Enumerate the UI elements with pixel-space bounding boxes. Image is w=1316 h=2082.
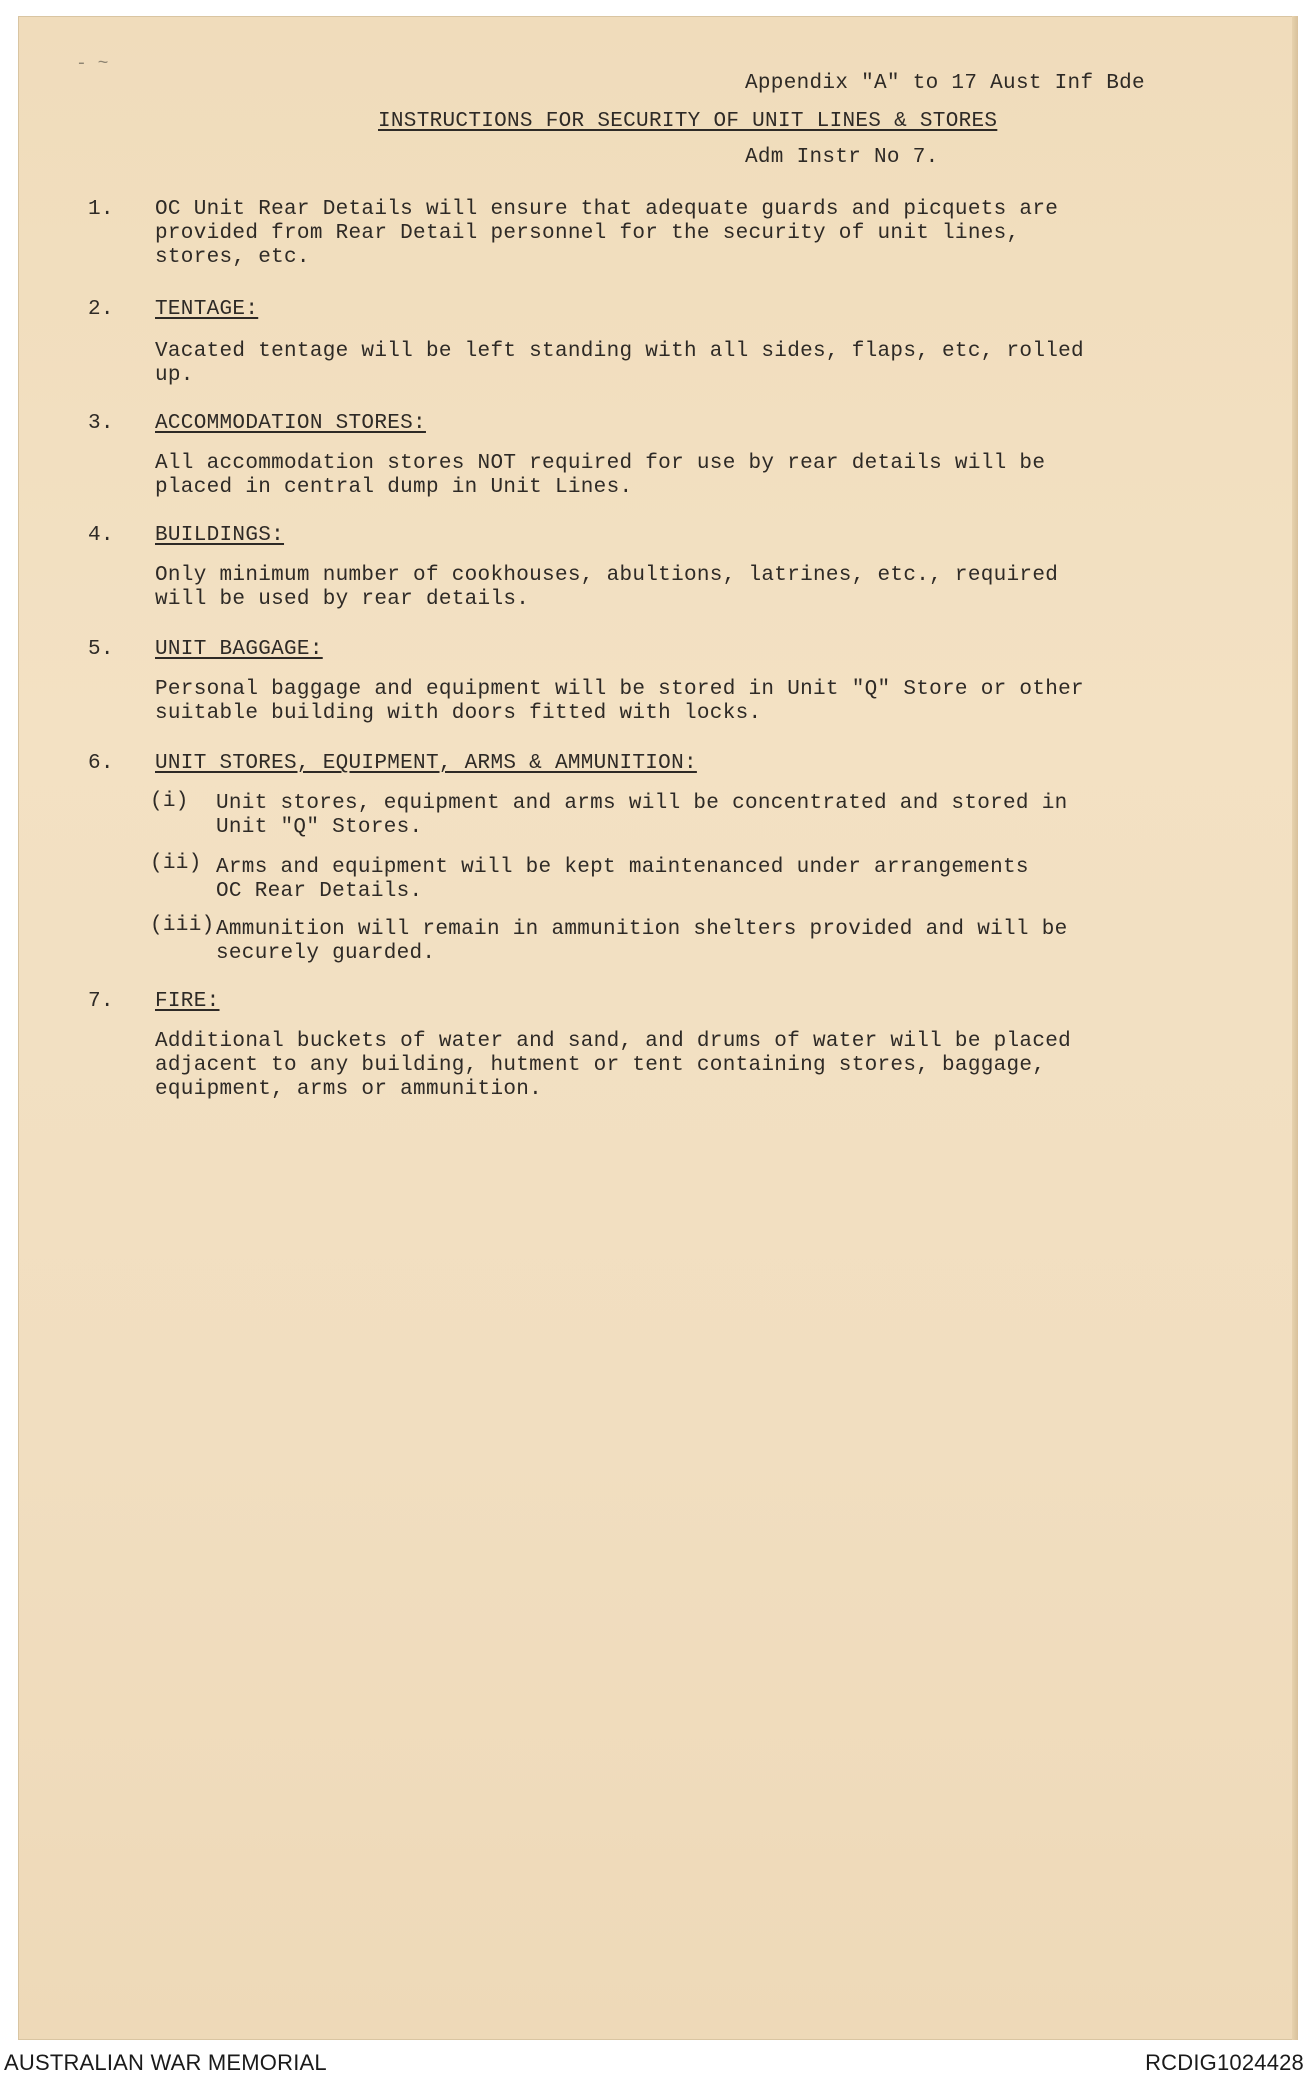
item-7-heading: FIRE: — [155, 990, 220, 1013]
item-2-line-1: Vacated tentage will be left standing with all sides, flaps, etc, rolled — [155, 340, 1084, 363]
item-6-heading: UNIT STORES, EQUIPMENT, ARMS & AMMUNITION: — [155, 752, 697, 775]
item-number: 5. — [88, 638, 114, 661]
item-number: 6. — [88, 752, 114, 775]
subitem-label: (i) — [150, 790, 189, 813]
archive-id-label: RCDIG1024428 — [1145, 2050, 1304, 2075]
item-5-line-2: suitable building with doors fitted with locks. — [155, 702, 762, 725]
item-3-line-2: placed in central dump in Unit Lines. — [155, 476, 633, 499]
item-1-line-1: OC Unit Rear Details will ensure that adequate guards and picquets are — [155, 198, 1059, 221]
header-line-1: Appendix "A" to 17 Aust Inf Bde — [745, 72, 1145, 95]
item-number: 4. — [88, 524, 114, 547]
item-2-line-2: up. — [155, 364, 194, 387]
subitem-3-line-2: securely guarded. — [216, 942, 436, 965]
item-number: 7. — [88, 990, 114, 1013]
item-4-heading: BUILDINGS: — [155, 524, 285, 547]
item-number: 1. — [88, 198, 114, 221]
paper-mark: - ~ — [76, 54, 109, 74]
subitem-label: (iii) — [150, 914, 215, 937]
item-5-line-1: Personal baggage and equipment will be stored in Unit "Q" Store or other — [155, 678, 1084, 701]
item-5-heading: UNIT BAGGAGE: — [155, 638, 323, 661]
item-3-heading: ACCOMMODATION STORES: — [155, 412, 426, 435]
page-title: INSTRUCTIONS FOR SECURITY OF UNIT LINES & STORES — [378, 110, 998, 133]
subitem-label: (ii) — [150, 852, 202, 875]
item-7-line-3: equipment, arms or ammunition. — [155, 1078, 543, 1101]
item-number: 2. — [88, 298, 114, 321]
subitem-2-line-2: OC Rear Details. — [216, 880, 423, 903]
item-3-line-1: All accommodation stores NOT required for use by rear details will be — [155, 452, 1046, 475]
item-4-line-1: Only minimum number of cookhouses, abultions, latrines, etc., required — [155, 564, 1059, 587]
archive-source-label: AUSTRALIAN WAR MEMORIAL — [4, 2050, 327, 2075]
item-7-line-2: adjacent to any building, hutment or tent containing stores, baggage, — [155, 1054, 1046, 1077]
item-2-heading: TENTAGE: — [155, 298, 259, 321]
header-line-2: Adm Instr No 7. — [745, 146, 939, 169]
page-edge — [1292, 16, 1298, 2040]
subitem-3-line-1: Ammunition will remain in ammunition shelters provided and will be — [216, 918, 1068, 941]
item-number: 3. — [88, 412, 114, 435]
subitem-1-line-2: Unit "Q" Stores. — [216, 816, 423, 839]
item-1-line-3: stores, etc. — [155, 246, 310, 269]
subitem-1-line-1: Unit stores, equipment and arms will be concentrated and stored in — [216, 792, 1068, 815]
item-1-line-2: provided from Rear Detail personnel for the security of unit lines, — [155, 222, 1020, 245]
item-7-line-1: Additional buckets of water and sand, and drums of water will be placed — [155, 1030, 1072, 1053]
item-4-line-2: will be used by rear details. — [155, 588, 530, 611]
subitem-2-line-1: Arms and equipment will be kept maintenanced under arrangements — [216, 856, 1029, 879]
